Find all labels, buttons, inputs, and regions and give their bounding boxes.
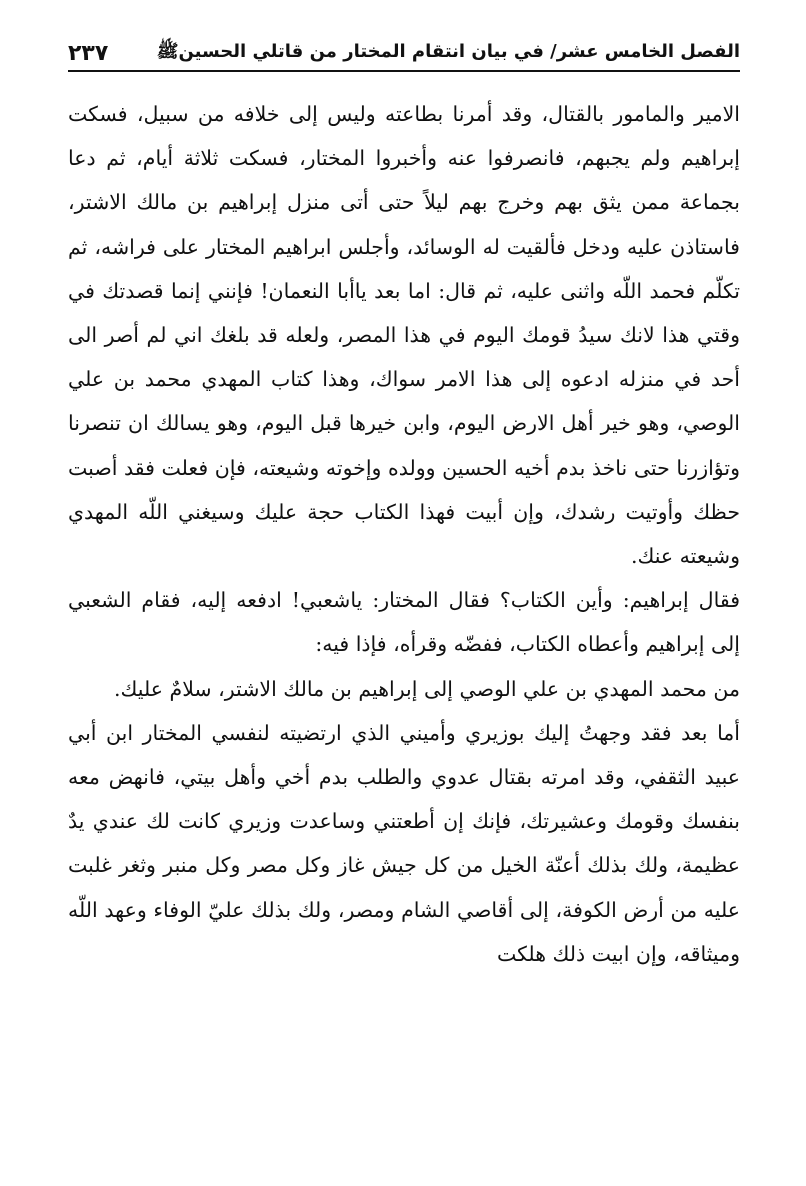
paragraph-letter-opening: من محمد المهدي بن علي الوصي إلى إبراهيم بن مالك الاشتر، سلامٌ عليك.	[113, 676, 740, 701]
running-header	[68, 28, 740, 72]
paragraph-narrative: الامير والمامور بالقتال، وقد أمرنا بطاعته وليس إلى خلافه من سبيل، فسكت إبراهيم ولم يجبهم، فانصرفوا عنه وأخبروا المختار، فسكت ثلاثة أيام، ثم دعا بجماعة ممن يثق بهم وخرج بهم ليلاً حتى أتى منزل إبراهيم بن مالك الاشتر، فاستاذن عليه ودخل فألقيت له الوسائد، وأجلس ابراهيم المختار على فراشه، ثم تكلّم فحمد اللّه واثنى عليه، ثم قال: اما بعد ياأبا النعمان! فإنني إنما قصدتك في وقتي هذا لانك سيدُ قومك اليوم في هذا المصر، ولعله قد بلغك اني لم أصر الى أحد في منزله ادعوه إلى هذا الامر سواك، وهذا كتاب المهدي محمد بن علي الوصي، وهو خير أهل الارض اليوم، وابن خيرها قبل اليوم، وهو يسالك ان تنصرنا وتؤازرنا حتى ناخذ بدم أخيه الحسين وولده وإخوته وشيعته، فإن فعلت فقد أصبت حظك وأوتيت رشدك، وإن أبيت فهذا الكتاب حجة عليك وسيغني اللّه المهدي وشيعته عنك.	[68, 102, 740, 569]
salutation-glyph-icon: ﷺ	[156, 41, 179, 62]
running-title	[157, 40, 740, 66]
chapter-label: الفصل الخامس عشر/	[550, 41, 740, 62]
paragraph-ibrahim-reply: فقال إبراهيم: وأين الكتاب؟ فقال المختار: ياشعبي! ادفعه إليه، فقام الشعبي إلى إبراهيم وأعطاه الكتاب، ففضّه وقرأه، فإذا فيه:	[68, 588, 740, 657]
paragraph-letter-body: أما بعد فقد وجهتُ إليك بوزيري وأميني الذي ارتضيته لنفسي المختار ابن أبي عبيد الثقفي، وقد امرته بقتال عدوي والطلب بدم أخي وأهل بيتي، فانهض معه بنفسك وقومك وعشيرتك، فإنك إن أطعتني وساعدت وزيري كانت لك عندي يدٌ عظيمة، ولك بذلك أعنّة الخيل من كل جيش غاز وكل مصر وكل منبر وثغر غلبت عليه من أرض الكوفة، إلى أقاصي الشام ومصر، ولك بذلك عليّ الوفاء وعهد اللّه وميثاقه، وإن ابيت ذلك هلكت	[68, 720, 740, 966]
chapter-title: في بيان انتقام المختار من قاتلي الحسين	[178, 41, 544, 62]
body-text	[68, 92, 740, 976]
page-number: ٢٣٧	[68, 41, 109, 66]
